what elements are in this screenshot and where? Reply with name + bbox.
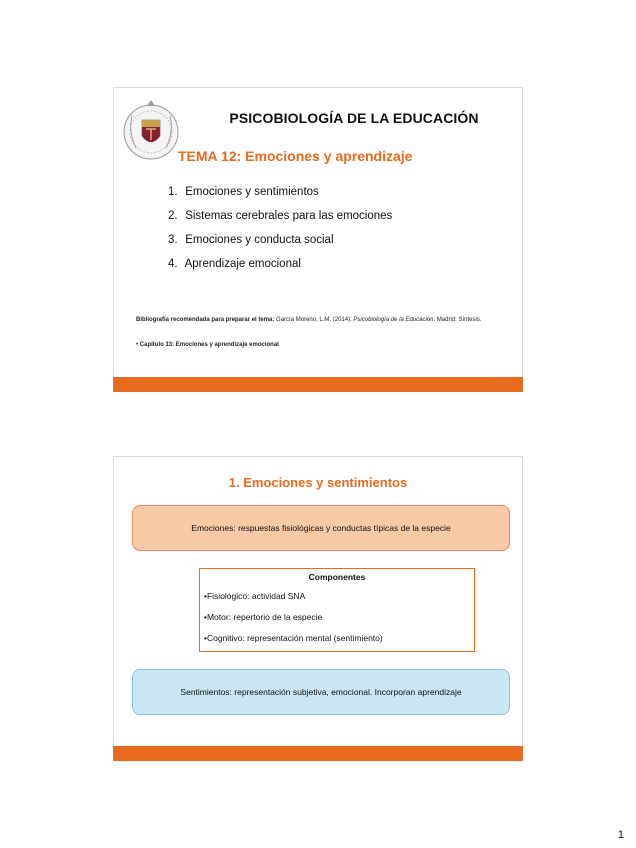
outline-item: 3. Emociones y conducta social (168, 234, 334, 246)
emociones-definition-box: Emociones: respuestas fisiológicas y conductas típicas de la especie (132, 505, 510, 551)
slide-footer-bar (113, 746, 523, 761)
university-seal-icon (122, 96, 180, 164)
outline-item: 4. Aprendizaje emocional (168, 258, 301, 270)
outline-item: 1. Emociones y sentimientos (168, 186, 319, 198)
component-item: •Motor: repertorio de la especie (204, 612, 323, 622)
topic-subtitle: TEMA 12: Emociones y aprendizaje (178, 148, 413, 164)
components-box (199, 568, 475, 652)
outline-item: 2. Sistemas cerebrales para las emociones (168, 210, 393, 222)
topic-outline (168, 185, 392, 281)
component-item: •Cognitivo: representación mental (sentimiento) (204, 633, 383, 643)
component-item: •Fisiológico: actividad SNA (204, 591, 306, 601)
slide-footer-bar (113, 377, 523, 392)
components-heading: Componentes (308, 572, 366, 582)
page-number: 1 (617, 829, 624, 841)
bibliography-note: Bibliografía recomendada para preparar el tema: García Moreno, L.M. (2014). Psicobiología de la Educación. Madrid: Síntesis. (136, 317, 482, 323)
slide-2 (113, 456, 523, 761)
slide-1 (113, 87, 523, 392)
section-title: 1. Emociones y sentimientos (228, 475, 408, 490)
sentimientos-definition-box: Sentimientos: representación subjetiva, emocional. Incorporan aprendizaje (132, 669, 510, 715)
chapter-reference: • Capítulo 13: Emociones y aprendizaje emocional (136, 342, 279, 348)
presentation-title: PSICOBIOLOGÍA DE LA EDUCACIÓN (229, 110, 479, 126)
